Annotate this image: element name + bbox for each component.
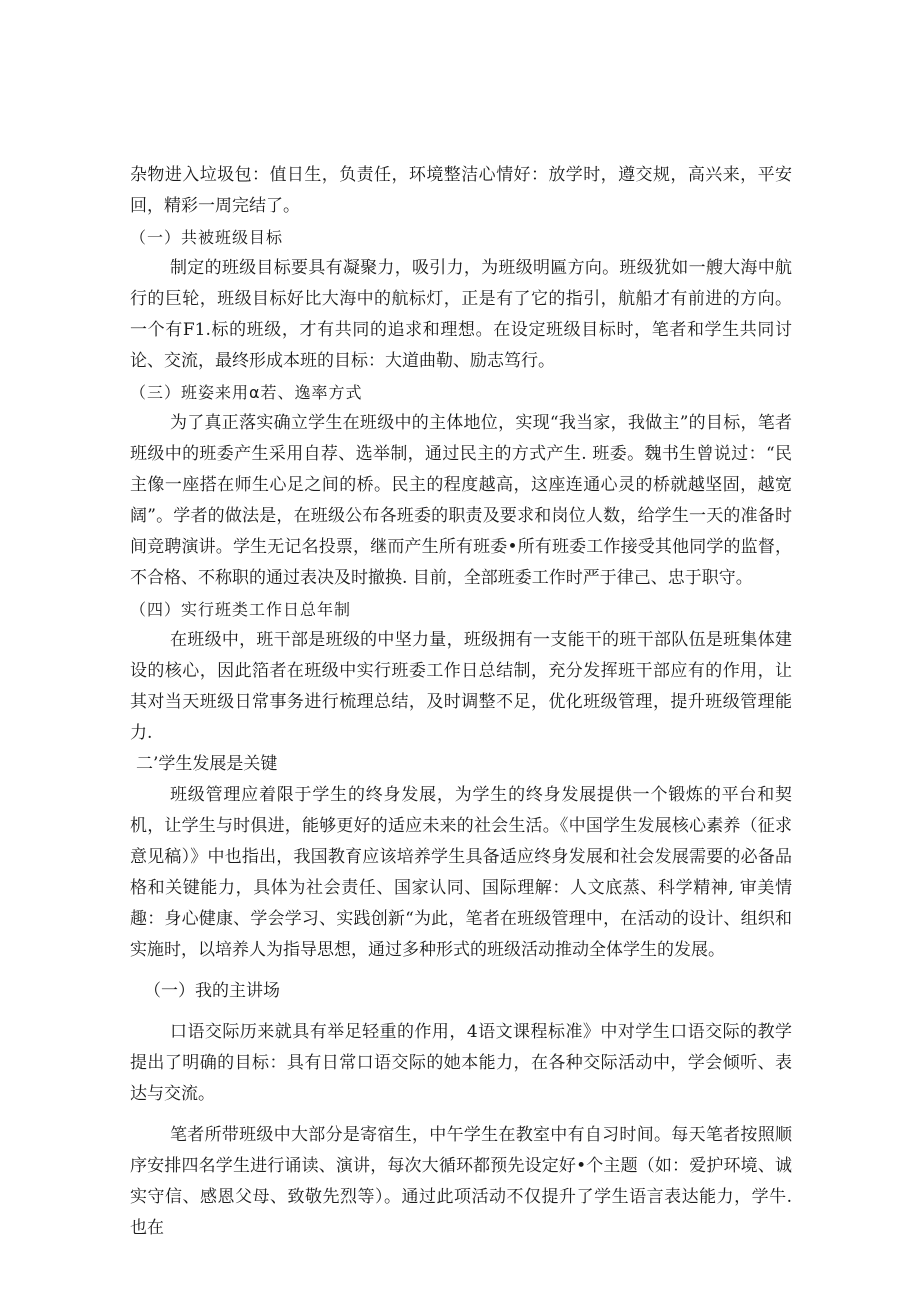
section-heading-student-development: 二’学生发展是关键 bbox=[136, 754, 278, 774]
paragraph-continuation: 杂物进入垃圾包：值日生，负责任，环境整洁心情好：放学时，遵交规，高兴来，平安回，精彩一周完结了。 bbox=[130, 165, 792, 216]
paragraph-oral-communication: 口语交际历来就具有举足轻重的作用，4语文课程标准》中对学生口语交际的教学提出了明确的目标：具有日常口语交际的她本能力，在各种交际活动中，学会倾听、表达与交流。 bbox=[130, 1022, 792, 1104]
paragraph-boarding-students: 笔者所带班级中大部分是寄宿生，中午学生在教室中有自习时间。每天笔者按照顺序安排四名学生进行诵读、演讲，每次大循环都预先设定好•个主题（如：爱护环境、诚实守信、感恩父母、致敬先烈等）。通过此项活动不仅提升了学生语言表达能力，学牛. 也在 bbox=[130, 1125, 792, 1238]
paragraph-class-committee: 为了真正落实确立学生在班级中的主体地位，实现“我当家，我做主”的目标，笔者班级中的班委产生采用自荐、选举制，通过民主的方式产生. 班委。魏书生曾说过：“民主像一座搭在师生心足之间的桥。民主的程度越高，这座连通心灵的桥就越坚固，越宽阔”。学者的做法是，在班级公布各班委的职责及要求和岗位人数，给学生一天的准备时间竞聘演讲。学生无记名投票，继而产生所有班委•所有班委工作接受其他同学的监督，不合格、不称职的通过表决及时撤换. 目前，全部班委工作时严于律己、忠于职守。 bbox=[130, 413, 792, 588]
heading-class-goal: （一）共被班级目标 bbox=[130, 228, 284, 247]
paragraph-student-development: 班级管理应着限于学生的终身发展，为学生的终身发展提供一个锻炼的平台和契机，让学生与时俱进，能够更好的适应未来的社会生活。《中国学生发展核心素养（征求意见稿）》中也指出，我国教育应该培养学生具备适应终身发展和社会发展需要的必备品格和关键能力，具体为社会责任、国家认同、国际理解：人文底蒸、科学精神, 审美情趣：身心健康、学会学习、实践创新“为此，笔者在班级管理中，在活动的设计、组织和实施时，以培养人为指导思想，通过多种形式的班级活动推动全体学生的发展。 bbox=[130, 785, 792, 960]
subheading-speech-stage: （一）我的主讲场 bbox=[144, 981, 280, 1001]
paragraph-daily-summary: 在班级中，班干部是班级的中坚力量，班级拥有一支能干的班干部队伍是班集体建设的核心，因此箔者在班级中实行班委工作日总结制，充分发挥班干部应有的作用，让其对当天班级日常事务进行梳理总结，及时调整不足，优化班级管理，提升班级管理能力. bbox=[130, 630, 792, 743]
heading-daily-summary: （四）实行班类工作日总年制 bbox=[130, 600, 352, 619]
paragraph-class-goal: 制定的班级目标要具有凝聚力，吸引力，为班级明匾方向。班级犹如一艘大海中航行的巨轮，班级目标好比大海中的航标灯，正是有了它的指引，航船才有前进的方向。一个有F1.标的班级，才有共同的追求和理想。在设定班级目标时，笔者和学生共同讨论、交流，最终形成本班的目标：大道曲勒、励志笃行。 bbox=[130, 258, 792, 371]
heading-class-committee: （三）班姿来用α若、逸率方式 bbox=[130, 383, 363, 402]
document-body bbox=[130, 160, 792, 1244]
